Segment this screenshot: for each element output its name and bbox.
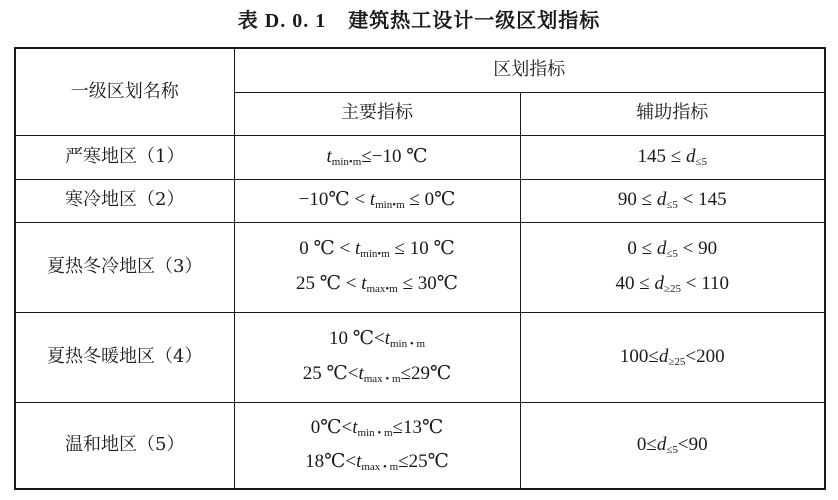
zone-name-cell: 严寒地区（1）	[15, 135, 234, 179]
variable-t: t	[326, 145, 332, 167]
variable-d: d	[656, 189, 667, 211]
formula-line: 0 ℃ < $t_{min•m} \le 10$ ℃	[299, 238, 455, 261]
variable-t: t	[384, 328, 390, 350]
formula-line: −10℃ < $t_{min•m}$ ≤ 0℃	[298, 189, 456, 212]
header-zone-name: 一级区划名称	[15, 48, 234, 135]
variable-t: t	[369, 189, 376, 211]
main-indicator-cell	[234, 179, 520, 222]
variable-t: t	[361, 273, 367, 294]
main-indicator-cell	[234, 222, 520, 312]
formula-line: $100\le d_{\ge 25}<200$	[619, 345, 725, 368]
variable-t: t	[356, 451, 362, 473]
aux-indicator-cell	[520, 402, 825, 489]
formula-line: 25 $℃<t_{max • m}\le 29℃$	[302, 363, 452, 385]
variable-t: t	[354, 238, 361, 260]
main-indicator-cell	[234, 402, 520, 489]
header-main-indicator: 主要指标	[234, 92, 520, 135]
variable-d: d	[685, 145, 696, 167]
variable-t: t	[352, 416, 358, 438]
zoning-table	[14, 47, 826, 490]
formula-line: $0 \le d_{\le 5} < 90$	[627, 238, 718, 261]
table-caption	[0, 4, 838, 33]
header-indicators: 区划指标	[234, 48, 825, 92]
formula-line: $90 \le d_{\le 5} < 145$	[617, 189, 727, 212]
variable-d: d	[656, 433, 667, 455]
aux-indicator-cell	[520, 179, 825, 222]
formula-line: $18℃<t_{max • m}\le 25℃$	[305, 451, 449, 474]
zone-name-cell: 温和地区（5）	[15, 402, 234, 489]
zone-name-cell: 夏热冬暖地区（4）	[15, 312, 234, 402]
formula-line: $t_{min•m}\le-10$ ℃	[326, 145, 428, 168]
formula-line: $0℃<t_{min • m}\le 13℃$	[310, 416, 444, 439]
variable-d: d	[654, 273, 664, 294]
formula-line: 25 ℃ < $t_{max•m}$ ≤ 30℃	[295, 273, 459, 295]
variable-t: t	[358, 363, 364, 384]
formula-line: $145 \le d_{\le 5}$	[637, 145, 707, 168]
main-indicator-cell	[234, 312, 520, 402]
formula-line: 10 $℃<t_{min • m}$	[328, 328, 426, 351]
aux-indicator-cell	[520, 135, 825, 179]
formula-line: $40 \le d_{\ge 25} < 110$	[615, 273, 729, 295]
aux-indicator-cell	[520, 222, 825, 312]
zone-name-cell: 寒冷地区（2）	[15, 179, 234, 222]
variable-d: d	[658, 345, 669, 367]
table-title: 建筑热工设计一级区划指标	[348, 8, 601, 32]
main-indicator-cell	[234, 135, 520, 179]
formula-line: $0\le d_{\le 5}<90$	[636, 433, 708, 456]
variable-d: d	[656, 238, 667, 260]
header-aux-indicator: 辅助指标	[520, 92, 825, 135]
zone-name-cell: 夏热冬冷地区（3）	[15, 222, 234, 312]
table-number: 表 D. 0. 1	[237, 10, 327, 32]
aux-indicator-cell	[520, 312, 825, 402]
